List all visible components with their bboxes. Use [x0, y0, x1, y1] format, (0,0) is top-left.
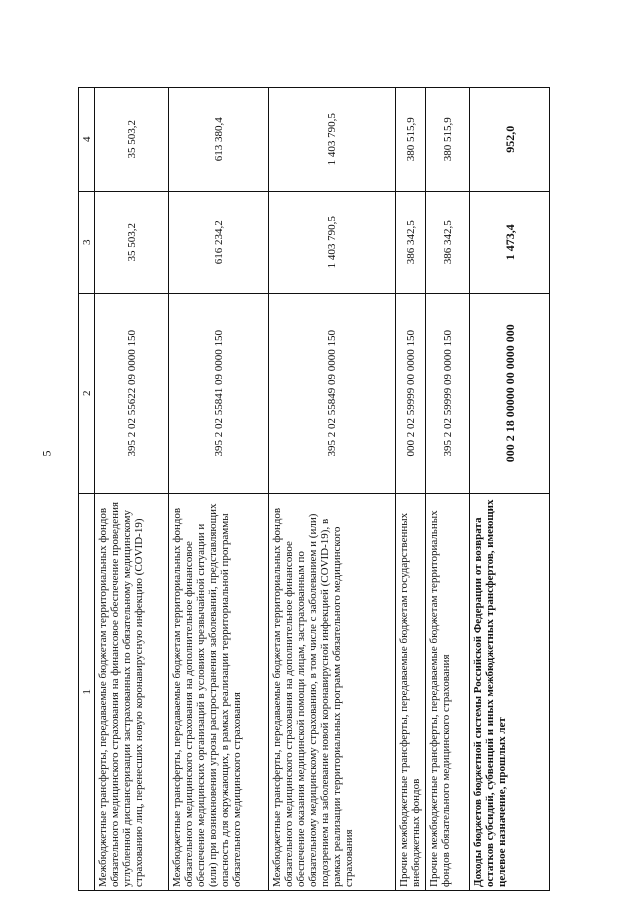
table-row: [269, 88, 396, 891]
page-number: [40, 446, 54, 460]
row-col3: 35 503,2: [95, 191, 169, 293]
row-code: 395 2 02 59999 09 0000 150: [426, 293, 470, 493]
header-col-4: 4: [79, 88, 95, 192]
budget-table: [78, 87, 550, 891]
total-code: 000 2 18 00000 00 0000 000: [470, 293, 550, 493]
row-col4: 380 515,9: [396, 88, 426, 192]
total-col4: 952,0: [470, 88, 550, 192]
header-row: [79, 88, 95, 891]
page-number-text: 5: [39, 450, 54, 456]
row-name: Прочие межбюджетные трансферты, передаваемые бюджетам территориальных фондов обязательного медицинского страхования: [426, 493, 470, 890]
header-col-2: 2: [79, 293, 95, 493]
row-col3: 386 342,5: [396, 191, 426, 293]
row-name: Прочие межбюджетные трансферты, передаваемые бюджетам государственных внебюджетных фондов: [396, 493, 426, 890]
table-row: [426, 88, 470, 891]
table-row: [169, 88, 269, 891]
rotated-table-frame: [78, 87, 550, 891]
table-row: [95, 88, 169, 891]
row-code: 395 2 02 55622 09 0000 150: [95, 293, 169, 493]
total-name: Доходы бюджетов бюджетной системы Российской Федерации от возврата остатков субсидий, субвенций и иных межбюджетных трансфертов, имеющих целевое назначение, прошлых лет: [470, 493, 550, 890]
row-name: Межбюджетные трансферты, передаваемые бюджетам территориальных фондов обязательного медицинского страхования на финансовое обеспечение проведения углубленной диспансеризации застрахованных по обязательному медицинскому страхованию лиц, перенесших новую коронавирусную инфекцию (COVID-19): [95, 493, 169, 890]
row-name: Межбюджетные трансферты, передаваемые бюджетам территориальных фондов обязательного медицинского страхования на дополнительное финансовое обеспечение медицинских организаций в условиях чрезвычайной ситуации и (или) при возникновении угрозы распространения заболеваний, представляющих опасность для окружающих, в рамках реализации территориальной программы обязательного медицинского страхования: [169, 493, 269, 890]
total-col3: 1 473,4: [470, 191, 550, 293]
row-col3: 1 403 790,5: [269, 191, 396, 293]
row-col3: 616 234,2: [169, 191, 269, 293]
total-row: [470, 88, 550, 891]
row-col4: 35 503,2: [95, 88, 169, 192]
row-code: 395 2 02 55849 09 0000 150: [269, 293, 396, 493]
row-name: Межбюджетные трансферты, передаваемые бюджетам территориальных фондов обязательного медицинского страхования на дополнительное финансовое обеспечение оказания медицинской помощи лицам, застрахованным по обязательному медицинскому страхованию, в том числе с заболеванием и (или) подозрением на заболевание новой коронавирусной инфекцией (COVID-19), в рамках реализации территориальных программ обязательного медицинского страхования: [269, 493, 396, 890]
row-col3: 386 342,5: [426, 191, 470, 293]
row-col4: 613 380,4: [169, 88, 269, 192]
row-code: 395 2 02 55841 09 0000 150: [169, 293, 269, 493]
table-row: [396, 88, 426, 891]
table-container: [78, 87, 550, 891]
row-code: 000 2 02 59999 00 0000 150: [396, 293, 426, 493]
row-col4: 1 403 790,5: [269, 88, 396, 192]
header-col-1: 1: [79, 493, 95, 890]
row-col4: 380 515,9: [426, 88, 470, 192]
header-col-3: 3: [79, 191, 95, 293]
